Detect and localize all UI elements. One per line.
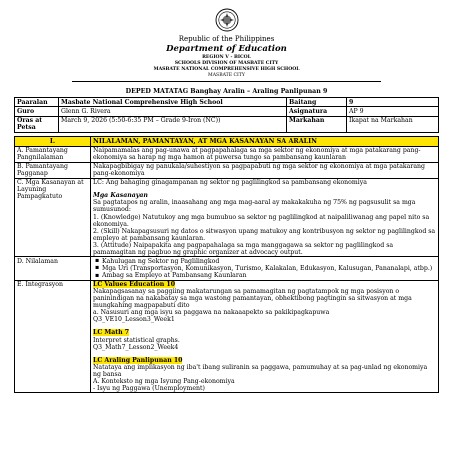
markahan-label: Markahan — [287, 116, 347, 133]
row-pamantayang-pagganap — [15, 162, 439, 178]
paaralan-label: Paaralan — [15, 98, 59, 107]
row-pamantayang-pangnilalaman — [15, 146, 439, 162]
lc-math-title: LC Math 7 — [93, 329, 130, 337]
guro-label: Guro — [15, 107, 59, 116]
nilalaman-list — [93, 258, 436, 279]
lc-math-text: Interpret statistical graphs. — [93, 336, 180, 344]
row-mga-kasanayan — [15, 178, 439, 257]
baitang-label: Baitang — [287, 98, 347, 107]
row-c-objective-2: 2. (Skill) Nakapagsusuri ng datos o sitwasyon upang matukoy ang kontribusyon ng sektor ng paglilingkod sa empleyo at pambansang kaunlaran. — [93, 227, 436, 242]
guro-value: Glenn G. Rivera — [59, 107, 287, 116]
row-a-text: Naipamamalas ang pag-unawa at pagpapahalaga sa mga sektor ng ekonomiya at mga patakarang pang-ekonomiya sa harap ng mga hamon at puwersa tungo sa pambansang kaunlaran — [91, 146, 439, 162]
row-c-objective-3: 3. (Attitude) Naipapakita ang pagpapahalaga sa mga manggagawa sa sektor ng paglilingkod sa pamamagitan ng pagbuo ng graphic organizer at advocacy output. — [93, 241, 394, 256]
asignatura-label: Asignatura — [287, 107, 347, 116]
department-name: Department of Education — [166, 44, 287, 54]
lc-ap10-title: LC Araling Panlipunan 10 — [93, 356, 183, 364]
letterhead — [14, 4, 439, 82]
row-c-label: C. Mga Kasanayan at Layuning Pampagkatuto — [15, 178, 91, 257]
document-title: DEPED MATATAG Banghay Aralin – Araling Panlipunan 9 — [125, 88, 328, 95]
lc-values-title: LC Values Education 10 — [93, 281, 176, 289]
deped-seal-icon — [215, 8, 239, 32]
division-name: SCHOOLS DIVISION OF MASBATE CITY — [174, 61, 279, 66]
row-a-label: A. Pamantayang Pangnilalaman — [15, 146, 91, 162]
oras-value: March 9, 2026 (5:50-6:35 PM – Grade 9-Iron (NC)) — [59, 116, 287, 133]
lc-values-item-a: a. Nasusuri ang mga isyu sa paggawa na nakaaapekto sa pakikipagkapuwa — [93, 309, 330, 317]
region-name: REGION V - BICOL — [202, 55, 251, 60]
row-e-label: E. Integrasyon — [15, 280, 91, 393]
row-b-text: Nakapagbibigay ng panukala/suhestiyon sa pagpapabuti ng mga sektor ng ekonomiya at mga patakarang pang-ekonomiya — [91, 162, 439, 178]
lesson-content-table — [14, 136, 439, 393]
row-b-label: B. Pamantayang Pagganap — [15, 162, 91, 178]
list-item: ▪ Kahulugan ng Sektor ng Paglilingkod — [93, 258, 436, 265]
section-header-row — [15, 137, 439, 146]
lc-ap10-item-a: A. Konteksto ng mga Isyung Pang-ekonomiya — [93, 377, 235, 385]
oras-label: Oras at Petsa — [15, 116, 59, 133]
lesson-info-table — [14, 97, 439, 133]
info-row-school — [15, 98, 439, 107]
row-c-objective-1: 1. (Knowledge) Natutukoy ang mga bumubuo sa sektor ng paglilingkod at naipaliliwanag ang papel nito sa ekonomiya. — [93, 213, 430, 228]
row-nilalaman — [15, 257, 439, 280]
row-c-intro: Sa pagtatapos ng aralin, inaasahang ang mga mag-aaral ay makakakuha ng 75% ng pagsusulit sa mga sumusunod: — [93, 199, 416, 214]
info-row-schedule — [15, 116, 439, 133]
row-d-content — [91, 257, 439, 280]
row-c-lc: LC: Ang bahaging ginagampanan ng sektor ng paglilingkod sa pambansang ekonomiya — [93, 179, 367, 187]
list-item: ▪ Mga Uri (Transportasyon, Komunikasyon, Turismo, Kalakalan, Edukasyon, Kalusugan, Pananalapi, atbp.) — [93, 265, 436, 272]
school-name: MASBATE NATIONAL COMPREHENSIVE HIGH SCHOOL — [153, 67, 300, 72]
lc-values-text: Nakapagsasanay sa paggiing makatarungan sa pamamagitan ng pagtatampok ng mga posisyon o paninindigan na nakabatay sa mga wastong pamantayan, obhektibong pagtingin sa sitwasyon at mga mungkahing magpapabuti dito — [93, 288, 412, 310]
row-c-subheading: Mga Kasanayan — [93, 192, 148, 200]
lc-ap10-item-b: - Isyu ng Paggawa (Unemployment) — [93, 384, 205, 392]
row-d-label: D. Nilalaman — [15, 257, 91, 280]
section-title: NILALAMAN, PAMANTAYAN, AT MGA KASANAYAN SA ARALIN — [91, 137, 439, 146]
markahan-value: Ikapat na Markahan — [347, 116, 439, 133]
section-numeral: I. — [15, 137, 91, 146]
row-integrasyon — [15, 280, 439, 393]
header-divider — [72, 81, 381, 82]
country-name: Republic of the Philippines — [178, 35, 275, 43]
list-item: ▪ Ambag sa Empleyo at Pambansang Kaunlaran — [93, 272, 436, 279]
row-e-content — [91, 280, 439, 393]
lc-ap10-text: Natataya ang implikasyon ng iba't ibang suliranin sa paggawa, pamumuhay at sa pag-unlad ng ekonomiya ng bansa — [93, 363, 428, 378]
baitang-value: 9 — [347, 98, 439, 107]
paaralan-value: Masbate National Comprehensive High School — [59, 98, 287, 107]
city-name: MASBATE CITY — [208, 73, 245, 78]
asignatura-value: AP 9 — [347, 107, 439, 116]
lc-values-code: Q3_VE10_Lesson3_Week1 — [93, 316, 175, 324]
row-c-content — [91, 178, 439, 257]
info-row-teacher — [15, 107, 439, 116]
lc-math-code: Q3_Math7_Lesson2_Week4 — [93, 343, 179, 351]
